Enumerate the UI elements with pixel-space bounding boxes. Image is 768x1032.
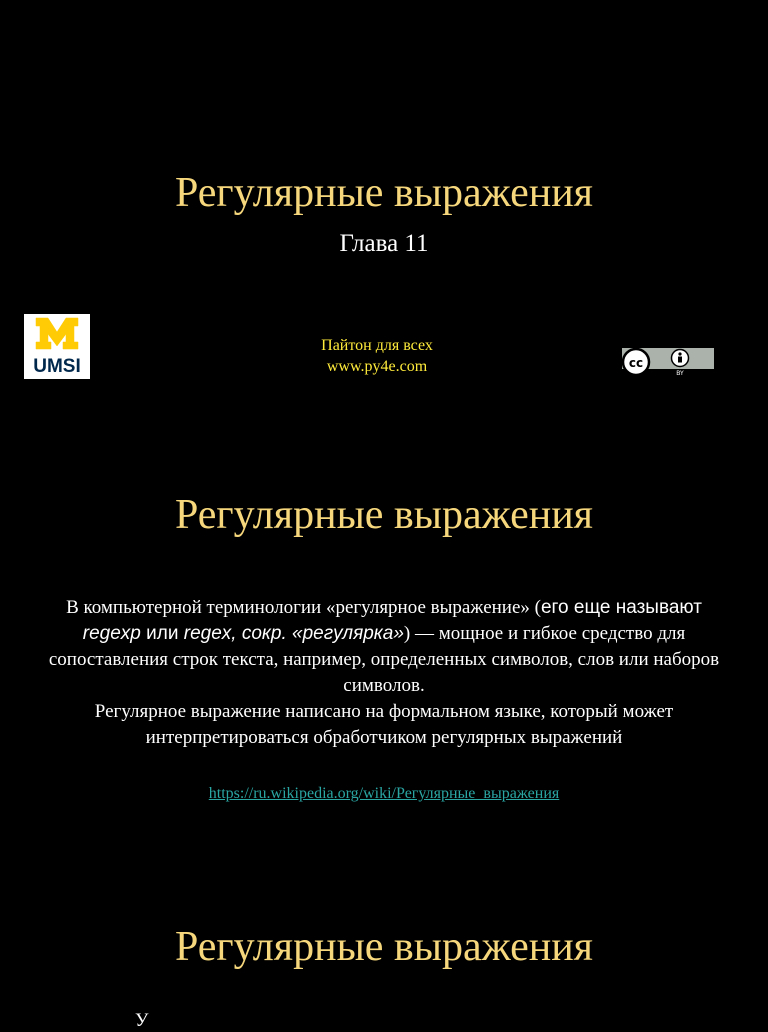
- text-segment: ) — мощное и гибкое средство для сопоставления строк текста, например, определенных символов, слов или наборов символов.: [48, 623, 720, 696]
- next-slide: [0, 880, 768, 1031]
- text-segment: или: [140, 623, 184, 644]
- title-slide: [0, 0, 768, 440]
- text-segment: regexp: [82, 623, 141, 644]
- definition-paragraph: [40, 595, 728, 751]
- text-segment: его еще называют: [540, 597, 702, 618]
- definition-slide: [0, 440, 768, 880]
- slide-title: Регулярные выражения: [174, 170, 593, 216]
- logo-text: UMSI: [33, 356, 81, 377]
- chapter-subtitle: Глава 11: [339, 230, 429, 257]
- text-fragment: У: [135, 1010, 149, 1031]
- source-link-container: [0, 785, 768, 803]
- slide-title: Регулярные выражения: [174, 492, 593, 538]
- wikipedia-link[interactable]: https://ru.wikipedia.org/wiki/Регулярные_выражения: [208, 785, 560, 802]
- course-name: Пайтон для всех: [321, 337, 433, 354]
- svg-text:cc: cc: [628, 356, 644, 370]
- text-segment: Регулярное выражение написано на формальном языке, который может интерпретироваться обработчиком регулярных выражений: [94, 701, 674, 748]
- license-label: BY: [676, 370, 684, 377]
- text-segment: regex, сокр. «регулярка»: [183, 623, 404, 644]
- slide-title: Регулярные выражения: [174, 924, 593, 970]
- course-url[interactable]: www.py4e.com: [326, 358, 428, 375]
- cc-by-license-badge: [620, 346, 714, 378]
- text-segment: В компьютерной терминологии «регулярное выражение» (: [66, 597, 541, 618]
